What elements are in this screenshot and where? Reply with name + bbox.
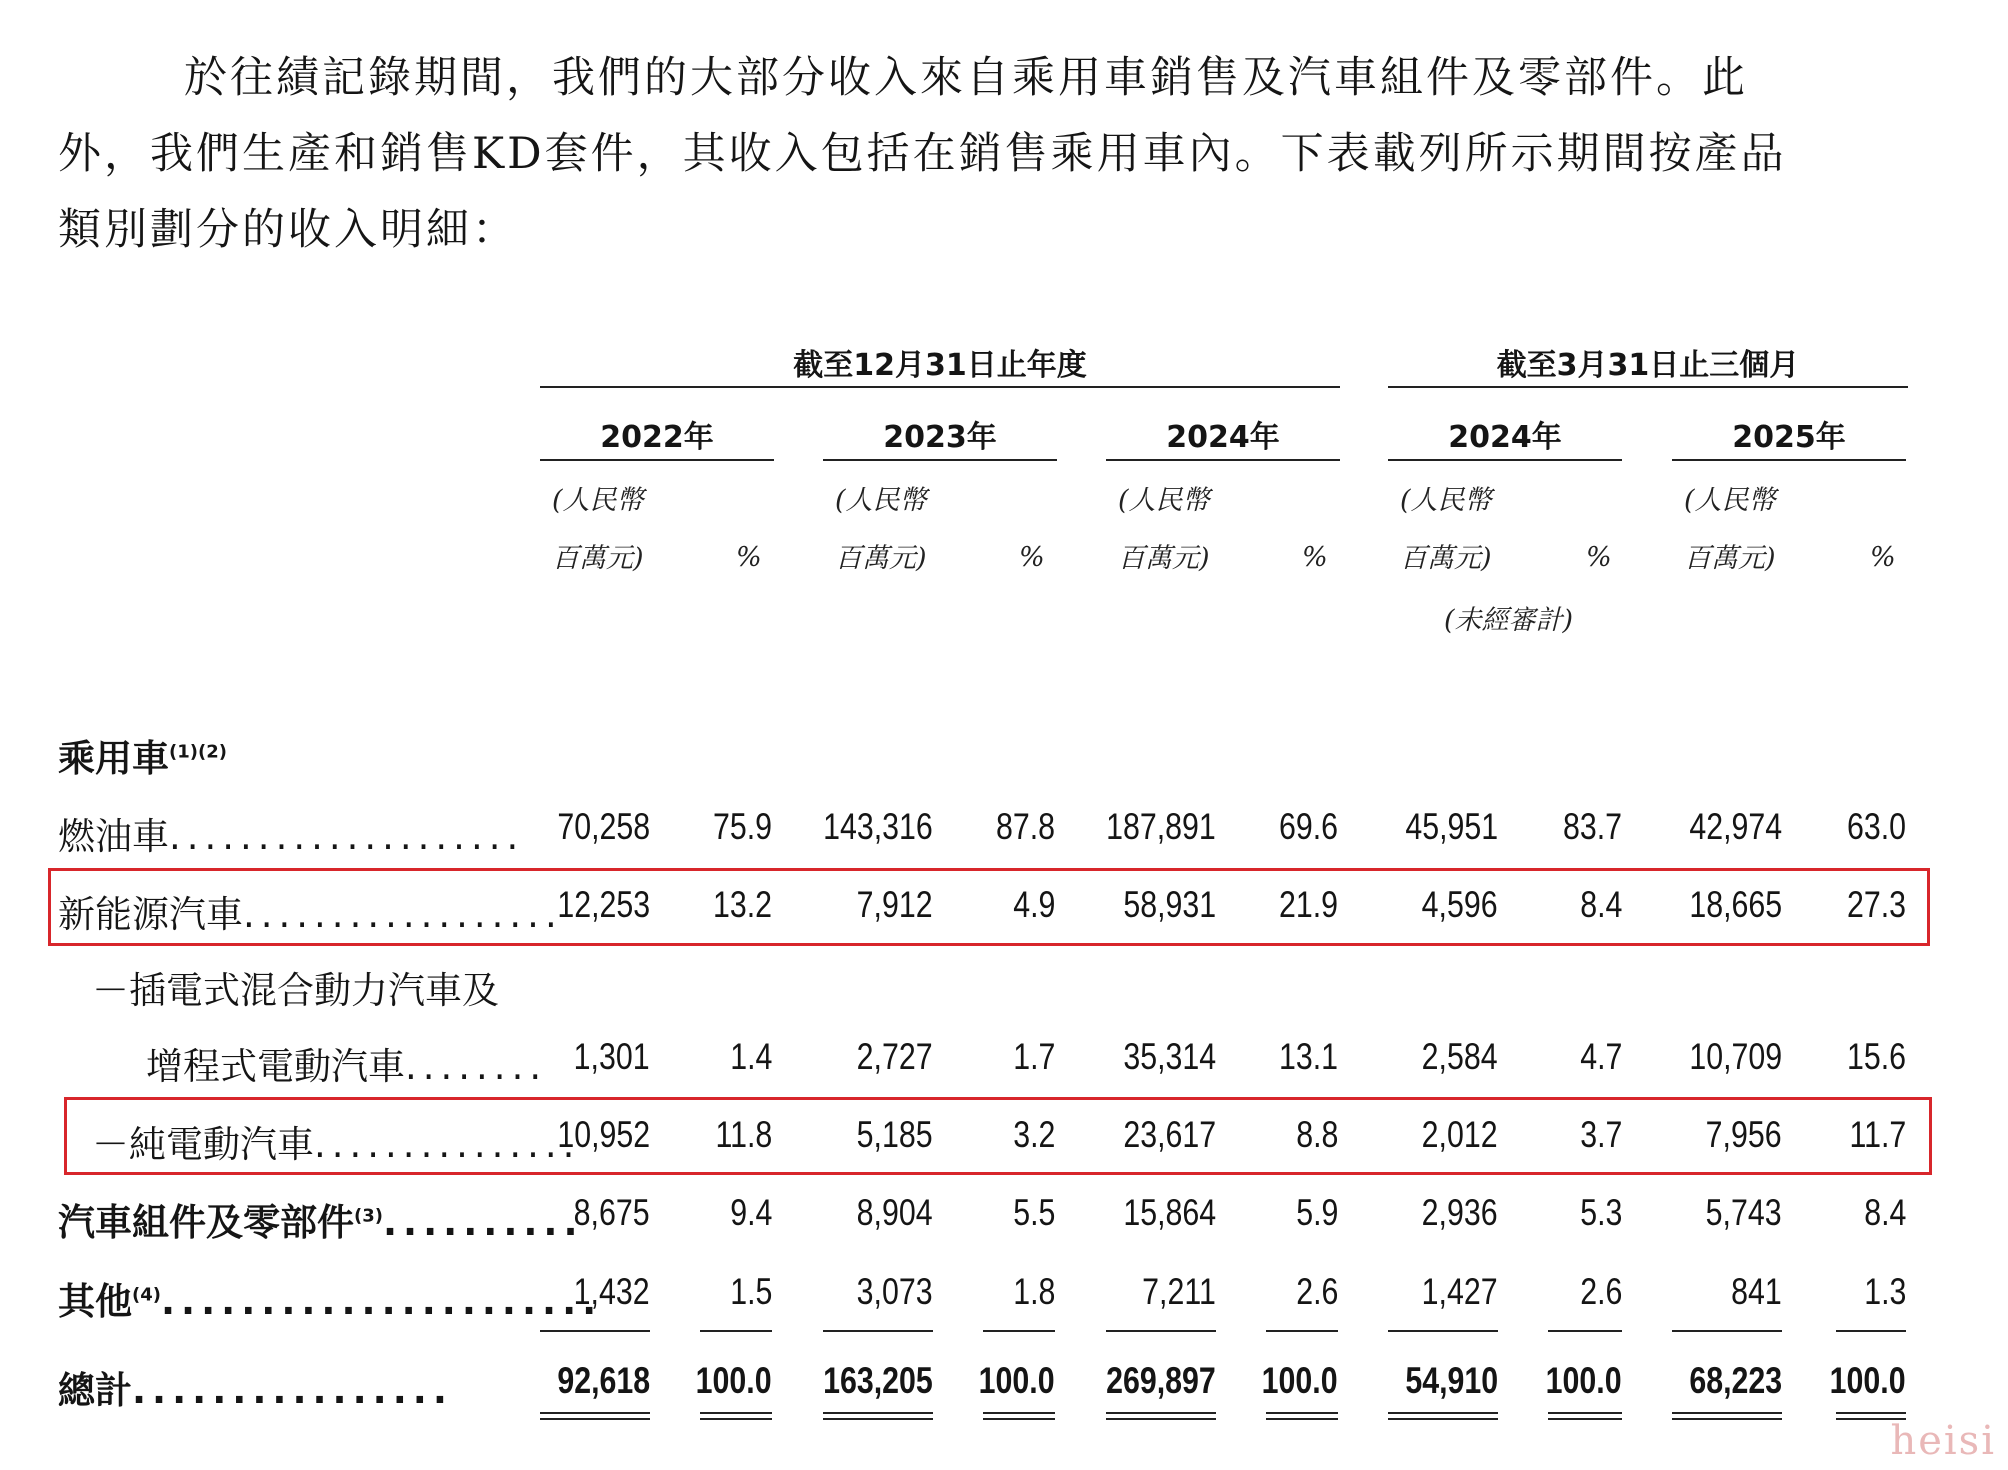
total-double-rule-7 (1388, 1412, 1498, 1420)
cell-r5-c4: 1.7 (1012, 1036, 1055, 1077)
cell-r3-c4: 4.9 (1012, 884, 1055, 925)
cell-r3-c1: 12,253 (557, 884, 650, 925)
cell-r8-c8: 2.6 (1579, 1271, 1622, 1312)
cell-r9-c4: 100.0 (979, 1360, 1055, 1401)
intro-line-3 (58, 192, 1908, 268)
cell-r5-c8: 4.7 (1579, 1036, 1622, 1077)
total-double-rule-3 (823, 1412, 933, 1420)
cell-r8-c10: 1.3 (1863, 1271, 1906, 1312)
cell-r5-c7: 2,584 (1422, 1036, 1498, 1077)
unit-label-4-a: (人民幣 (1400, 485, 1492, 516)
pct-label-2: % (1019, 542, 1045, 573)
intro-line-3-text: 類別劃分的收入明細： (58, 205, 518, 255)
cell-r8-c3: 3,073 (857, 1271, 933, 1312)
leader-dots: ........ (405, 1045, 548, 1088)
header-year-3: 2024年 (1166, 420, 1280, 455)
header-year-2: 2023年 (883, 420, 997, 455)
row-label-text: 燃油車 (58, 815, 169, 858)
cell-r7-c7: 2,936 (1422, 1192, 1498, 1233)
unit-label-1-b: 百萬元) (552, 543, 644, 574)
header-group-quarter: 截至3月31日止三個月 (1496, 348, 1800, 383)
row-label-9 (58, 1360, 453, 1414)
cell-r5-c10: 15.6 (1846, 1036, 1906, 1077)
total-double-rule-9 (1672, 1412, 1782, 1420)
subtotal-rule-7 (1388, 1330, 1498, 1332)
cell-r6-c5: 23,617 (1123, 1114, 1216, 1155)
unit-label-3-a: (人民幣 (1118, 485, 1210, 516)
leader-dots: .......... (382, 1201, 584, 1244)
cell-r7-c6: 5.9 (1295, 1192, 1338, 1233)
leader-dots: .................. (243, 893, 563, 936)
cell-r5-c9: 10,709 (1689, 1036, 1782, 1077)
cell-r8-c5: 7,211 (1142, 1271, 1216, 1312)
cell-r5-c5: 35,314 (1123, 1036, 1216, 1077)
cell-r5-c6: 13.1 (1278, 1036, 1338, 1077)
header-year-rule-5 (1672, 459, 1906, 461)
unit-label-5-b: 百萬元) (1684, 543, 1776, 574)
intro-line-1 (58, 40, 1908, 116)
cell-r8-c6: 2.6 (1295, 1271, 1338, 1312)
cell-r5-c2: 1.4 (729, 1036, 772, 1077)
cell-r9-c8: 100.0 (1546, 1360, 1622, 1401)
cell-r7-c10: 8.4 (1863, 1192, 1906, 1233)
leader-dots: .................... (169, 815, 525, 858)
cell-r3-c9: 18,665 (1689, 884, 1782, 925)
header-group-year: 截至12月31日止年度 (793, 348, 1087, 383)
cell-r8-c9: 841 (1731, 1271, 1782, 1312)
cell-r2-c2: 75.9 (712, 806, 772, 847)
cell-r6-c9: 7,956 (1706, 1114, 1782, 1155)
cell-r2-c4: 87.8 (995, 806, 1055, 847)
cell-r6-c2: 11.8 (715, 1114, 772, 1155)
footnote-marker: (4) (132, 1284, 161, 1306)
row-label-text: 其他 (58, 1280, 132, 1323)
cell-r7-c4: 5.5 (1012, 1192, 1055, 1233)
cell-r6-c10: 11.7 (1849, 1114, 1906, 1155)
row-label-5 (146, 1036, 547, 1090)
cell-r6-c8: 3.7 (1579, 1114, 1622, 1155)
total-double-rule-6 (1266, 1412, 1338, 1420)
row-label-text: 汽車組件及零部件 (58, 1201, 354, 1244)
footnote-marker: (1)(2) (169, 741, 227, 763)
subtotal-rule-6 (1266, 1330, 1338, 1332)
row-label-1 (58, 728, 227, 782)
header-year-1: 2022年 (600, 420, 714, 455)
cell-r3-c5: 58,931 (1123, 884, 1216, 925)
cell-r9-c6: 100.0 (1262, 1360, 1338, 1401)
cell-r7-c1: 8,675 (574, 1192, 650, 1233)
cell-r9-c5: 269,897 (1106, 1360, 1216, 1401)
watermark: heisi (1890, 1418, 1996, 1464)
leader-dots: ............... (314, 1123, 581, 1166)
cell-r3-c8: 8.4 (1579, 884, 1622, 925)
header-year-4: 2024年 (1448, 420, 1562, 455)
cell-r2-c8: 83.7 (1562, 806, 1622, 847)
unit-label-3-b: 百萬元) (1118, 543, 1210, 574)
cell-r8-c2: 1.5 (729, 1271, 772, 1312)
cell-r9-c2: 100.0 (696, 1360, 772, 1401)
highlight-box-nev (48, 868, 1930, 946)
leader-dots: ...................... (160, 1280, 603, 1323)
subtotal-rule-3 (823, 1330, 933, 1332)
intro-paragraph (58, 40, 1908, 268)
unit-label-2-a: (人民幣 (835, 485, 927, 516)
header-group-quarter-rule (1388, 386, 1908, 388)
unit-label-5-a: (人民幣 (1684, 485, 1776, 516)
cell-r6-c1: 10,952 (557, 1114, 650, 1155)
cell-r2-c9: 42,974 (1689, 806, 1782, 847)
intro-line-2-text: 外，我們生產和銷售KD套件，其收入包括在銷售乘用車內。下表載列所示期間按產品 (58, 129, 1787, 179)
row-label-text: －插電式混合動力汽車及 (92, 969, 499, 1012)
cell-r9-c9: 68,223 (1689, 1360, 1782, 1401)
cell-r3-c2: 13.2 (712, 884, 772, 925)
pct-label-3: % (1302, 542, 1328, 573)
row-label-text: 總計 (58, 1369, 132, 1412)
cell-r2-c7: 45,951 (1405, 806, 1498, 847)
cell-r5-c1: 1,301 (574, 1036, 650, 1077)
cell-r2-c1: 70,258 (557, 806, 650, 847)
header-year-rule-3 (1106, 459, 1340, 461)
cell-r3-c3: 7,912 (857, 884, 933, 925)
cell-r9-c3: 163,205 (823, 1360, 933, 1401)
cell-r2-c10: 63.0 (1846, 806, 1906, 847)
cell-r6-c6: 8.8 (1295, 1114, 1338, 1155)
header-group-year-rule (540, 386, 1340, 388)
subtotal-rule-1 (540, 1330, 650, 1332)
pct-label-5: % (1870, 542, 1896, 573)
subtotal-rule-8 (1548, 1330, 1622, 1332)
row-label-8 (58, 1271, 602, 1325)
cell-r8-c7: 1,427 (1422, 1271, 1498, 1312)
subtotal-rule-10 (1836, 1330, 1906, 1332)
total-double-rule-2 (700, 1412, 772, 1420)
cell-r3-c7: 4,596 (1422, 884, 1498, 925)
cell-r9-c7: 54,910 (1405, 1360, 1498, 1401)
leader-dots: ................ (132, 1369, 453, 1412)
cell-r9-c1: 92,618 (557, 1360, 650, 1401)
cell-r8-c4: 1.8 (1012, 1271, 1055, 1312)
cell-r2-c5: 187,891 (1106, 806, 1216, 847)
cell-r7-c3: 8,904 (857, 1192, 933, 1233)
unit-label-4-b: 百萬元) (1400, 543, 1492, 574)
total-double-rule-4 (983, 1412, 1055, 1420)
cell-r7-c5: 15,864 (1123, 1192, 1216, 1233)
total-double-rule-1 (540, 1412, 650, 1420)
subtotal-rule-9 (1672, 1330, 1782, 1332)
header-year-5: 2025年 (1732, 420, 1846, 455)
unit-label-1-a: (人民幣 (552, 485, 644, 516)
cell-r6-c4: 3.2 (1012, 1114, 1055, 1155)
cell-r6-c3: 5,185 (857, 1114, 933, 1155)
cell-r2-c3: 143,316 (823, 806, 933, 847)
intro-line-2 (58, 116, 1908, 192)
footnote-marker: (3) (354, 1205, 383, 1227)
row-label-text: 增程式電動汽車 (146, 1045, 405, 1088)
cell-r8-c1: 1,432 (574, 1271, 650, 1312)
row-label-2 (58, 806, 524, 860)
cell-r3-c10: 27.3 (1846, 884, 1906, 925)
cell-r2-c6: 69.6 (1278, 806, 1338, 847)
unit-label-2-b: 百萬元) (835, 543, 927, 574)
unaudited-label: (未經審計) (1444, 605, 1574, 636)
row-label-7 (58, 1192, 584, 1246)
cell-r6-c7: 2,012 (1422, 1114, 1498, 1155)
subtotal-rule-4 (983, 1330, 1055, 1332)
intro-line-1-text: 於往績記錄期間，我們的大部分收入來自乘用車銷售及汽車組件及零部件。此 (184, 53, 1748, 103)
row-label-text: 新能源汽車 (58, 893, 243, 936)
header-year-rule-2 (823, 459, 1057, 461)
row-label-text: －純電動汽車 (92, 1123, 314, 1166)
header-year-rule-1 (540, 459, 774, 461)
total-double-rule-5 (1106, 1412, 1216, 1420)
row-label-4 (92, 960, 499, 1014)
cell-r5-c3: 2,727 (857, 1036, 933, 1077)
total-double-rule-8 (1548, 1412, 1622, 1420)
pct-label-4: % (1586, 542, 1612, 573)
subtotal-rule-2 (700, 1330, 772, 1332)
highlight-box-bev (64, 1097, 1932, 1175)
cell-r3-c6: 21.9 (1278, 884, 1338, 925)
header-year-rule-4 (1388, 459, 1622, 461)
pct-label-1: % (736, 542, 762, 573)
subtotal-rule-5 (1106, 1330, 1216, 1332)
cell-r7-c9: 5,743 (1706, 1192, 1782, 1233)
cell-r7-c8: 5.3 (1579, 1192, 1622, 1233)
row-label-text: 乘用車 (58, 737, 169, 780)
cell-r9-c10: 100.0 (1830, 1360, 1906, 1401)
cell-r7-c2: 9.4 (729, 1192, 772, 1233)
